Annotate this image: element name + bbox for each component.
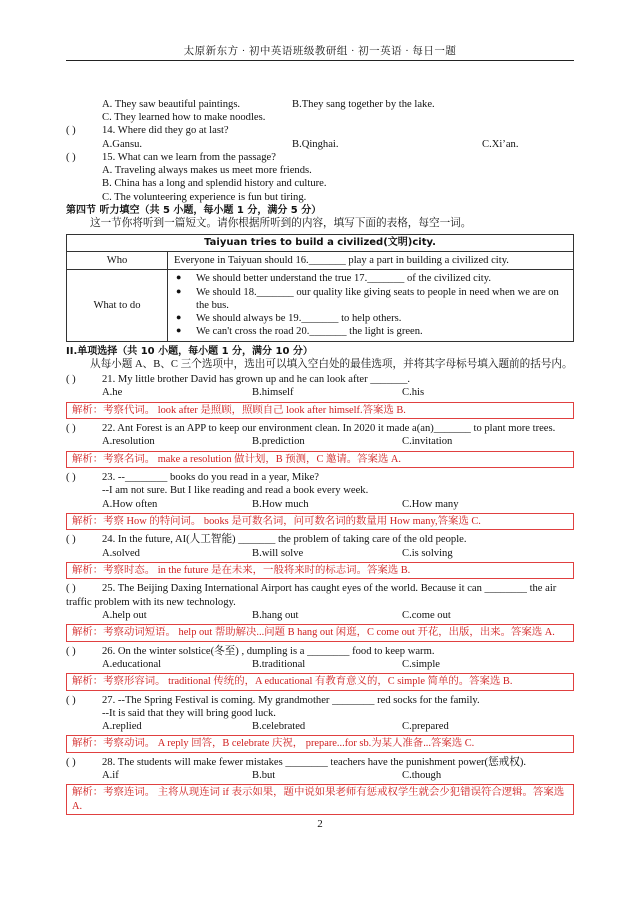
question-stem: 25. The Beijing Daxing International Airport has caught eyes of the world. Because it can ________ the air traffic problem with its new technology. (66, 583, 557, 608)
q13-option-a: A. They saw beautiful paintings. (102, 99, 241, 110)
q15-stem-row (66, 151, 574, 164)
q13-options-row2 (66, 111, 574, 124)
option-c: C.simple (402, 658, 440, 670)
page-header: 太原新东方 · 初中英语班级教研组 · 初一英语 · 每日一题 (183, 46, 457, 57)
answer-paren: ( ) (66, 756, 76, 768)
bullet-item (174, 312, 567, 325)
bullet-icon: ● (176, 272, 182, 283)
explanation-box: 解析：考察形容词。 traditional 传统的，A educational 有教育意义的，C simple 简单的。答案选 B. (66, 673, 574, 691)
bullet-item (174, 272, 567, 285)
answer-paren: ( ) (66, 583, 76, 595)
q14-answer-paren: ( ) (66, 125, 76, 137)
question-stem: 26. On the winter solstice(冬至) , dumpling is a ________ food to keep warm. (102, 645, 435, 657)
option-a: A.he (102, 387, 123, 399)
option-c: C.though (402, 770, 442, 782)
explanation-box: 解析：考察 How 的特问词。 books 是可数名词，问可数名词的数量用 How many,答案选 C. (66, 513, 574, 531)
listening-table-title: Taiyuan tries to build a civilized(文明)city. (67, 234, 574, 252)
q14-option-c: C.Xi’an. (482, 138, 519, 150)
what-to-do-label: What to do (67, 270, 168, 341)
question-stem-line2: --It is said that they will bring good luck. (102, 707, 276, 719)
bullet-item (174, 325, 567, 338)
question-24 (66, 533, 574, 579)
option-a: A.replied (102, 721, 142, 733)
page-number: 2 (317, 818, 323, 830)
question-stem: 28. The students will make fewer mistakes ________ teachers have the punishment power(惩戒权). (102, 756, 527, 768)
option-c: C.prepared (402, 721, 449, 733)
option-b: B.prediction (252, 436, 305, 448)
who-label: Who (67, 252, 168, 270)
q14-stem: 14. Where did they go at last? (102, 125, 229, 137)
answer-paren: ( ) (66, 374, 76, 386)
question-23 (66, 471, 574, 530)
question-stem: 27. --The Spring Festival is coming. My grandmother ________ red socks for the family. (102, 694, 480, 706)
bullet-icon: ● (176, 325, 182, 336)
option-a: A.solved (102, 547, 140, 559)
answer-paren: ( ) (66, 423, 76, 435)
what-to-do-list (168, 270, 574, 341)
question-21 (66, 373, 574, 419)
answer-paren: ( ) (66, 694, 76, 706)
option-b: B.but (252, 770, 276, 782)
option-b: B.traditional (252, 658, 306, 670)
option-c: C.invitation (402, 436, 453, 448)
option-c: C.is solving (402, 547, 453, 559)
answer-paren: ( ) (66, 645, 76, 657)
explanation-box: 解析：考察时态。 in the future 是在未来，一般将来时的标志词。答案选 B. (66, 562, 574, 580)
q15-option-b: B. China has a long and splendid history and culture. (102, 178, 327, 190)
question-stem: 22. Ant Forest is an APP to keep our environment clean. In 2020 it made a(an)_______ to plant more trees. (102, 423, 556, 435)
question-stem: 23. --________ books do you read in a year, Mike? (102, 472, 319, 484)
bullet-icon: ● (176, 312, 182, 323)
q13-option-c: C. They learned how to make noodles. (102, 112, 266, 124)
explanation-box: 解析：考察动词短语。 help out 帮助解决...问题 B hang out 闲逛，C come out 开花，出版，出来。答案选 A. (66, 624, 574, 642)
q15-answer-paren: ( ) (66, 151, 76, 163)
option-c: C.come out (402, 609, 451, 621)
q15-option-c: C. The volunteering experience is fun but tiring. (102, 191, 307, 203)
page-content (66, 98, 574, 818)
option-b: B.How much (252, 498, 309, 510)
option-b: B.himself (252, 387, 294, 399)
bullet-icon: ● (176, 285, 182, 296)
q14-options-row (66, 138, 574, 151)
bullet-text: We should 18._______ our quality like giving seats to people in need when we are on the bus. (196, 286, 559, 311)
section2-title: II.单项选择（共 10 小题，每小题 1 分，满分 10 分） (66, 345, 313, 357)
bullet-item (174, 286, 567, 312)
option-a: A.help out (102, 609, 147, 621)
question-27 (66, 694, 574, 753)
question-26 (66, 645, 574, 691)
question-stem: 24. In the future, AI(人工智能) _______ the problem of taking care of the old people. (102, 534, 467, 546)
question-25 (66, 582, 574, 641)
bullet-text: We should better understand the true 17._______ of the civilized city. (196, 273, 492, 285)
who-text: Everyone in Taiyuan should 16._______ play a part in building a civilized city. (168, 252, 574, 270)
bullet-text: We should always be 19._______ to help others. (196, 313, 402, 325)
question-22 (66, 422, 574, 468)
q15-stem: 15. What can we learn from the passage? (102, 151, 276, 163)
answer-paren: ( ) (66, 534, 76, 546)
option-c: C.How many (402, 498, 459, 510)
option-a: A.How often (102, 498, 158, 510)
option-b: B.celebrated (252, 721, 306, 733)
section4-title: 第四节 听力填空（共 5 小题，每小题 1 分，满分 5 分） (66, 204, 322, 216)
q14-option-a: A.Gansu. (102, 138, 143, 150)
option-a: A.educational (102, 658, 162, 670)
header-divider (66, 60, 574, 61)
option-b: B.hang out (252, 609, 299, 621)
option-c: C.his (402, 387, 425, 399)
q13-option-b: B.They sang together by the lake. (292, 99, 435, 110)
explanation-box: 解析：考察名词。 make a resolution 做计划，B 预测，C 邀请。答案选 A. (66, 451, 574, 469)
option-a: A.resolution (102, 436, 155, 448)
answer-paren: ( ) (66, 472, 76, 484)
q15-option-a: A. Traveling always makes us meet more friends. (102, 165, 312, 177)
section4-instructions: 这一节你将听到一篇短文。请你根据所听到的内容，填写下面的表格，每空一词。 (90, 218, 472, 230)
section2-instructions: 从每小题 A、B、C 三个选项中，选出可以填入空白处的最佳选项，并将其字母标号填入题前的括号内。 (90, 359, 573, 371)
bullet-text: We can't cross the road 20._______ the light is green. (196, 326, 423, 338)
q13-options-row1 (66, 98, 574, 111)
q14-stem-row (66, 124, 574, 137)
option-b: B.will solve (252, 547, 304, 559)
explanation-box: 解析：考察代词。 look after 是照顾，照顾自己 look after himself.答案选 B. (66, 402, 574, 420)
question-stem-line2: --I am not sure. But I like reading and read a book every week. (102, 485, 369, 497)
question-stem: 21. My little brother David has grown up and he can look after _______. (102, 374, 411, 386)
explanation-box: 解析：考察动词。 A reply 回答，B celebrate 庆祝， prepare...for sb.为某人准备...答案选 C. (66, 735, 574, 753)
explanation-box: 解析：考察连词。 主将从现连词 if 表示如果，题中说如果老师有惩戒权学生就会少犯错误符合逻辑。答案选 A. (66, 784, 574, 815)
q14-option-b: B.Qinghai. (292, 138, 339, 150)
question-28 (66, 756, 574, 816)
listening-table (66, 234, 574, 342)
option-a: A.if (102, 770, 119, 782)
